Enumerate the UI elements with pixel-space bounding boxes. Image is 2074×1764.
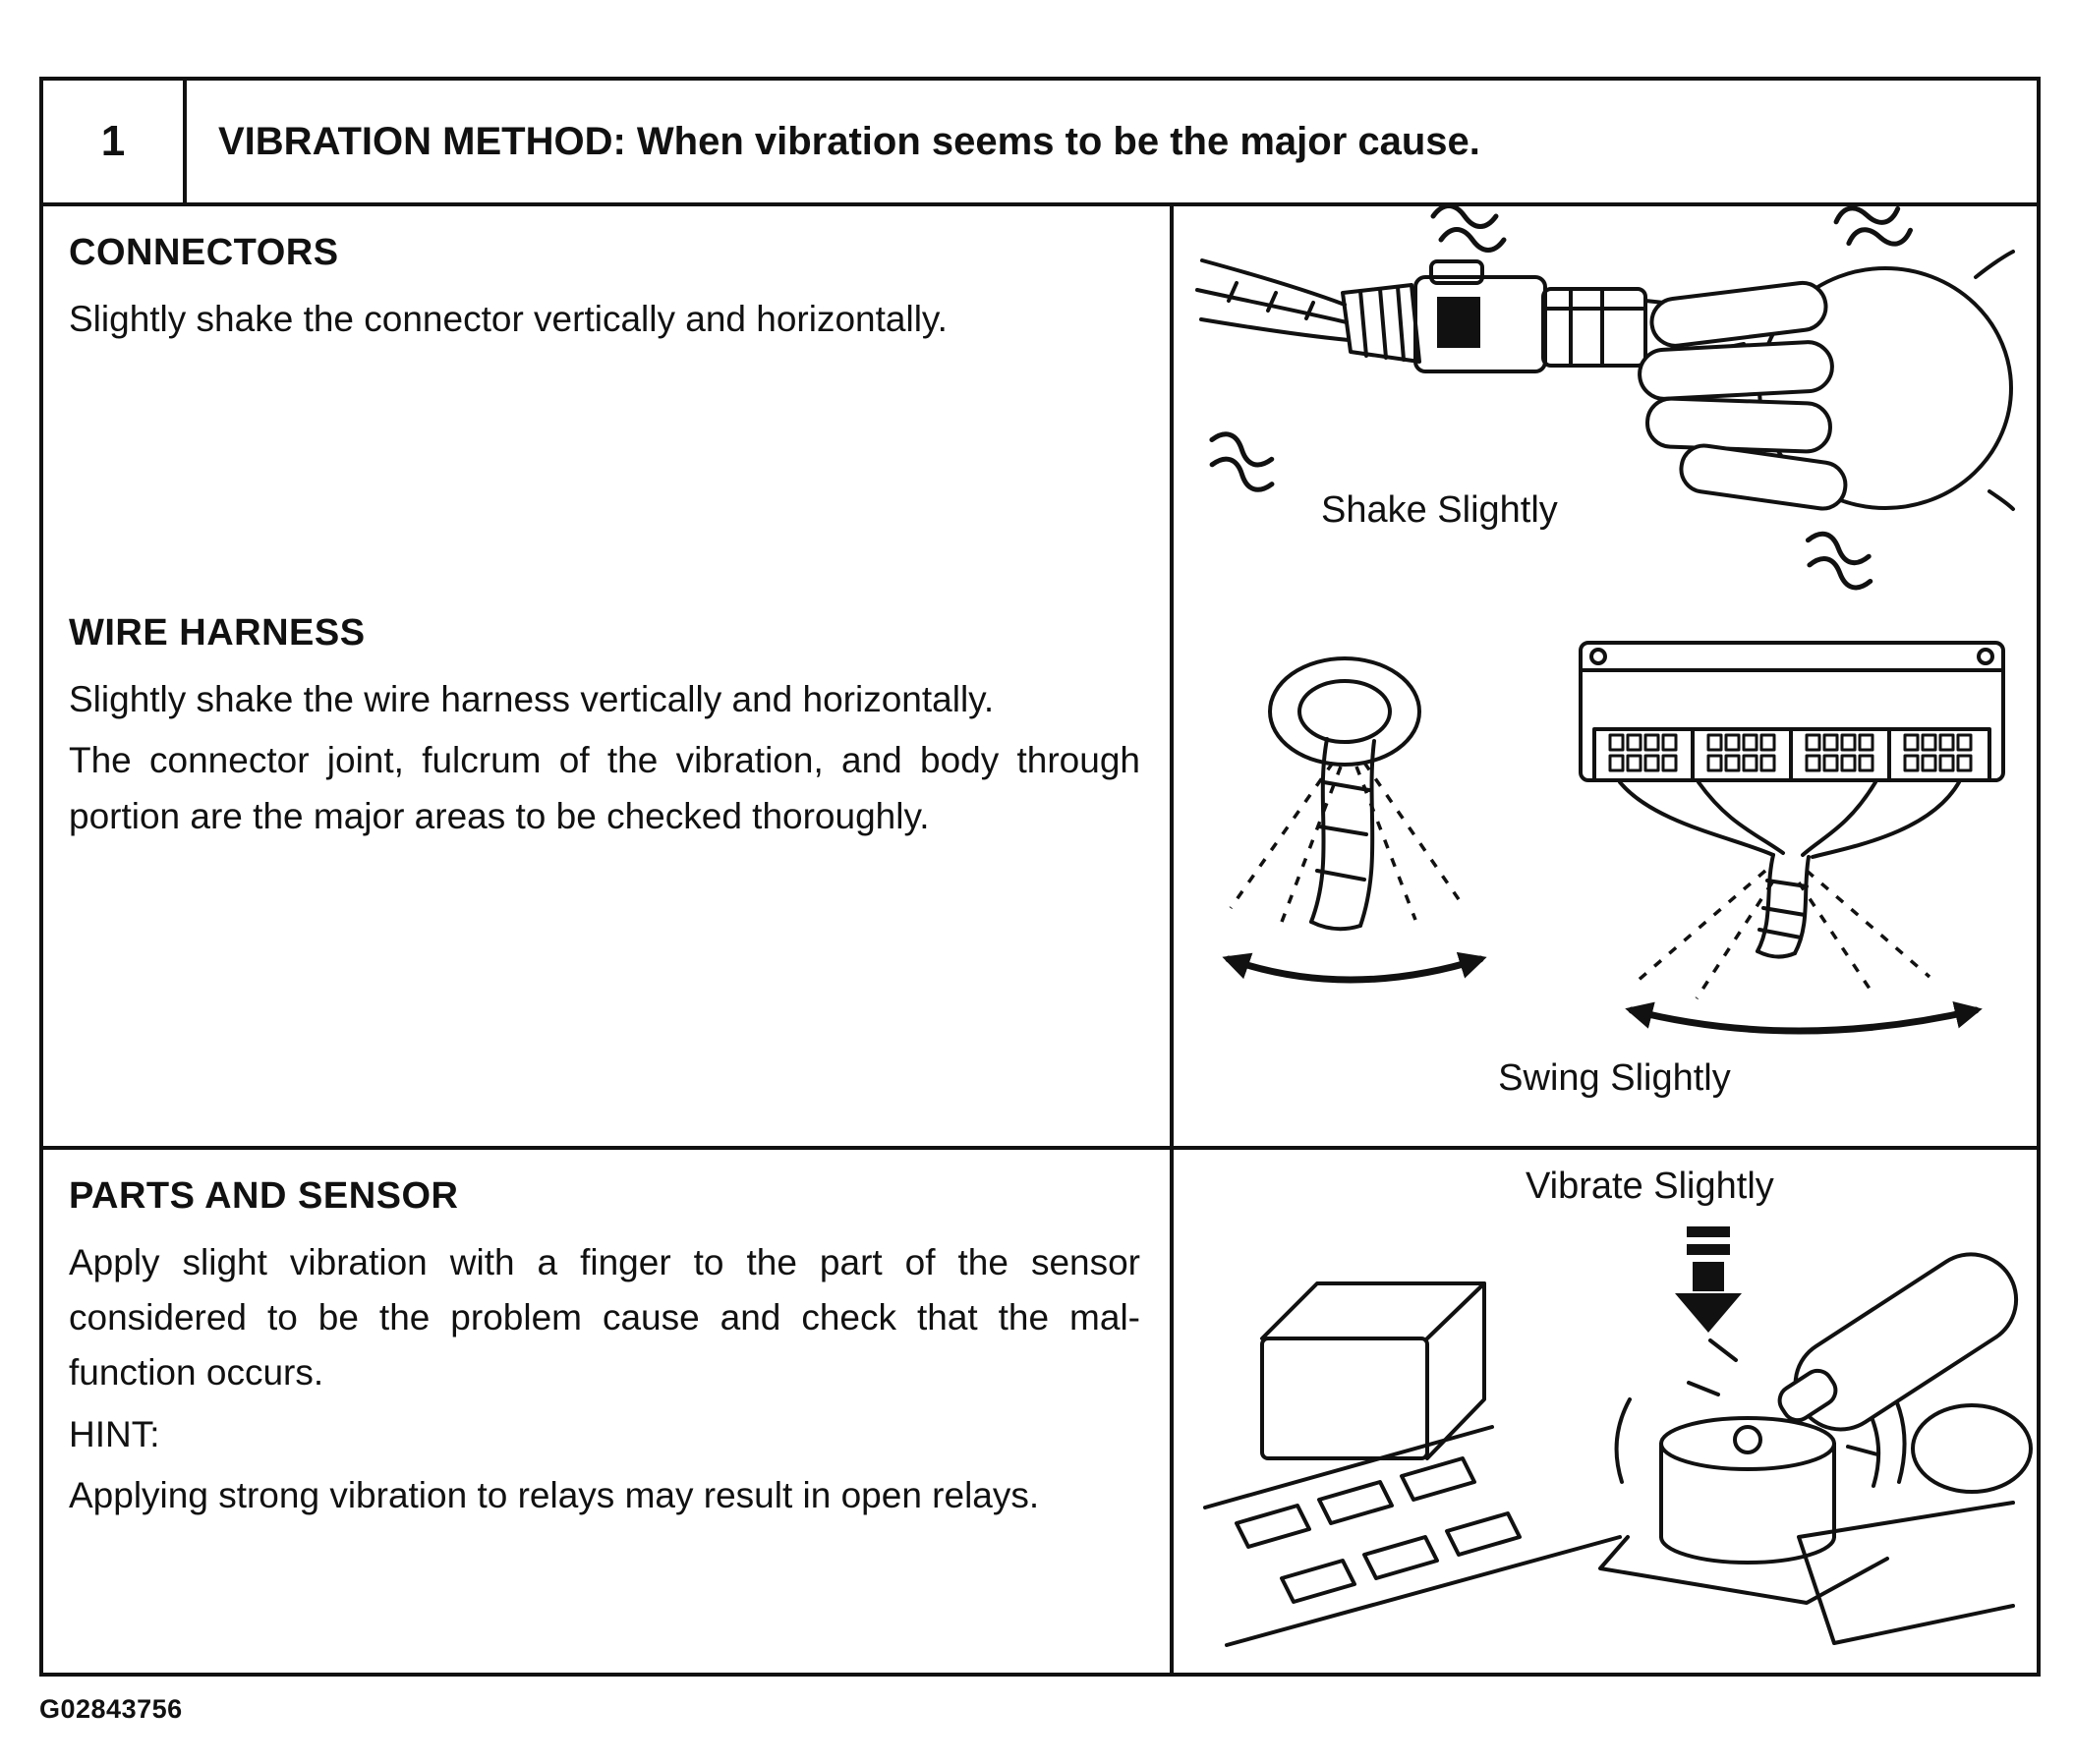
wire-harness-swing-illustration [1197, 635, 2013, 1057]
hint-label: HINT: [69, 1413, 160, 1454]
parts-sensor-section [69, 1175, 1140, 1523]
shake-caption: Shake Slightly [1321, 489, 1558, 531]
vibrate-illustration-cell [1174, 1150, 2037, 1673]
swing-caption: Swing Slightly [1498, 1057, 1731, 1099]
title-cell [187, 81, 2037, 202]
row-parts-and-sensor [43, 1150, 2037, 1673]
parts-sensor-heading: PARTS AND SENSOR [69, 1175, 459, 1217]
figure-code: G02843756 [39, 1694, 183, 1724]
step-number: 1 [100, 117, 126, 165]
connectors-body: Slightly shake the connector vertically and horizontally. [69, 299, 948, 339]
table-header-row [43, 81, 2037, 206]
wire-harness-heading: WIRE HARNESS [69, 612, 366, 654]
connectors-wire-harness-text-cell [43, 206, 1174, 1146]
wire-harness-section [69, 612, 1140, 844]
shake-swing-illustration-cell [1174, 206, 2037, 1146]
row-connectors-wire-harness [43, 206, 2037, 1150]
wire-harness-body-rest: The connector joint, fulcrum of the vibration, and body through portion are the major areas to be checked thoroughly. [69, 740, 1140, 836]
connector-shake-illustration [1197, 206, 2013, 619]
step-number-cell [43, 81, 187, 202]
connectors-heading: CONNECTORS [69, 232, 339, 273]
parts-sensor-body: Apply slight vibration with a finger to the part of the sensor considered to be the problem cause and check that the malfunction occurs. [69, 1242, 1140, 1394]
wire-harness-body-line1: Slightly shake the wire harness vertically and horizontally. [69, 679, 995, 720]
hint-body: Applying strong vibration to relays may result in open relays. [69, 1474, 1040, 1515]
page-title: VIBRATION METHOD: When vibration seems to be the major cause. [218, 119, 1480, 163]
procedure-table [39, 77, 2041, 1677]
parts-sensor-text-cell [43, 1150, 1174, 1673]
connectors-section [69, 232, 1140, 347]
sensor-vibrate-illustration [1197, 1213, 2013, 1645]
vibrate-caption: Vibrate Slightly [1526, 1166, 1774, 1207]
